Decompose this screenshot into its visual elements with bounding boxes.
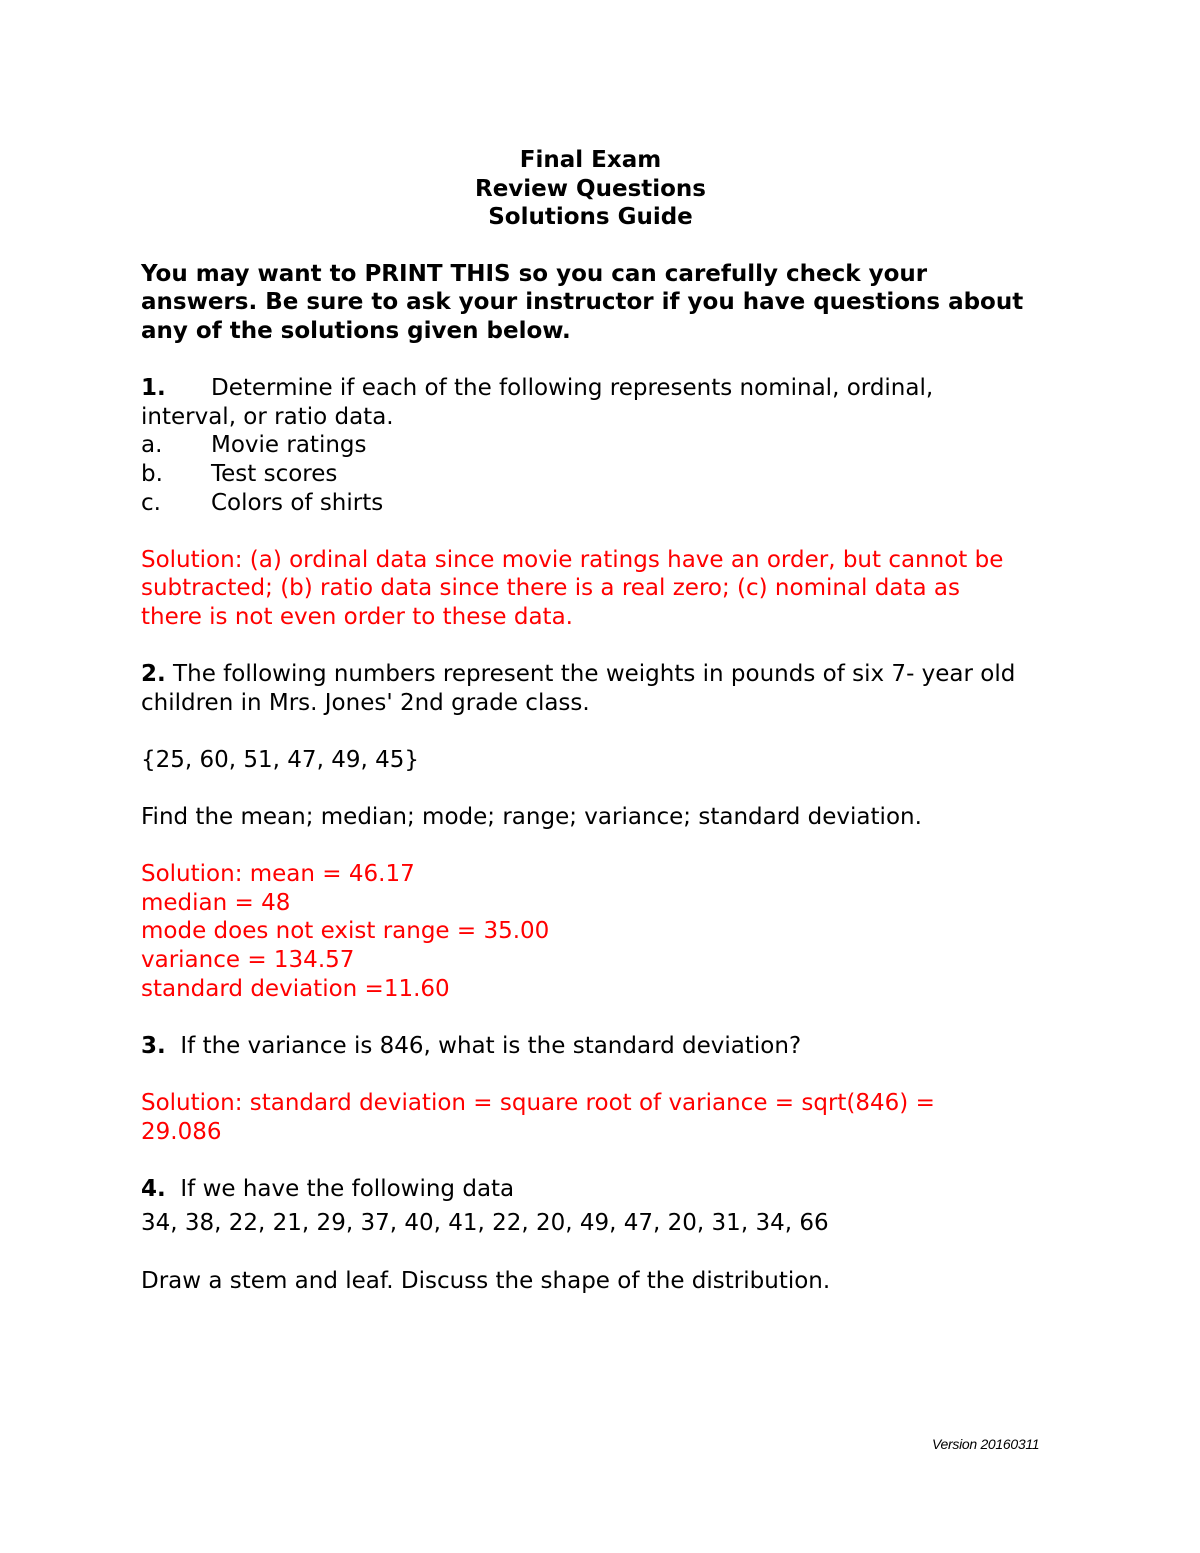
item-text: Movie ratings: [211, 432, 367, 459]
solution-2-line-5: standard deviation =11.60: [141, 975, 450, 1002]
item-text: Colors of shirts: [211, 489, 384, 516]
solution-1: [141, 546, 1061, 632]
document-title: [120, 146, 1061, 232]
question-3-line-1: [141, 1032, 1061, 1061]
question-2-line-2: children in Mrs. Jones' 2nd grade class.: [141, 689, 590, 716]
question-4-line-1: [141, 1175, 1061, 1204]
question-1-item-b: [141, 460, 1061, 489]
question-1-line-1: [141, 374, 1061, 403]
title-line-2: Review Questions: [475, 175, 706, 202]
question-1-line-2: interval, or ratio data.: [141, 403, 394, 430]
question-2-text: The following numbers represent the weights in pounds of six 7- year old: [165, 661, 1016, 688]
question-1-number: 1.: [141, 375, 166, 402]
question-2: [141, 660, 1061, 717]
version-footer: Version 20160311: [932, 1436, 1040, 1452]
solution-3-line-1: Solution: standard deviation = square root of variance = sqrt(846) =: [141, 1090, 935, 1116]
intro-line-3: any of the solutions given below.: [141, 317, 571, 344]
question-3-text: If the variance is 846, what is the standard deviation?: [165, 1032, 802, 1059]
item-letter: a.: [141, 432, 163, 459]
item-letter: b.: [141, 460, 163, 487]
question-1-item-c: [141, 489, 1061, 518]
question-3-number: 3.: [141, 1032, 166, 1059]
item-letter: c.: [141, 489, 161, 516]
solution-1-line-1: Solution: (a) ordinal data since movie ratings have an order, but cannot be: [141, 546, 1004, 573]
solution-2-line-3: mode does not exist range = 35.00: [141, 918, 550, 945]
title-line-1: Final Exam: [519, 147, 662, 173]
question-1-text: Determine if each of the following represents nominal, ordinal,: [211, 375, 934, 402]
solution-3-line-2: 29.086: [141, 1118, 222, 1145]
solution-3: [141, 1089, 1061, 1146]
question-4-text: If we have the following data: [165, 1175, 515, 1202]
solution-2: [141, 860, 1061, 1003]
question-1: [141, 374, 1061, 517]
question-1-item-a: [141, 431, 1061, 460]
question-2-task: Find the mean; median; mode; range; variance; standard deviation.: [141, 804, 922, 831]
question-3: [141, 1032, 1061, 1061]
question-2-data-set: {25, 60, 51, 47, 49, 45}: [141, 746, 419, 773]
solution-1-line-3: there is not even order to these data.: [141, 603, 573, 630]
intro-line-1: You may want to PRINT THIS so you can carefully check your: [141, 260, 928, 287]
solution-2-line-1: Solution: mean = 46.17: [141, 861, 415, 888]
solution-2-line-2: median = 48: [141, 889, 291, 916]
solution-2-line-4: variance = 134.57: [141, 947, 355, 974]
question-4-number: 4.: [141, 1175, 166, 1202]
question-2-number: 2.: [141, 661, 166, 688]
intro-paragraph: [141, 260, 1061, 346]
question-2-line-1: [141, 660, 1061, 689]
question-4-data-line: 34, 38, 22, 21, 29, 37, 40, 41, 22, 20, 49, 47, 20, 31, 34, 66: [141, 1210, 829, 1237]
document-page: [141, 146, 1061, 1295]
solution-1-line-2: subtracted; (b) ratio data since there is a real zero; (c) nominal data as: [141, 575, 960, 602]
question-4-task: Draw a stem and leaf. Discuss the shape of the distribution.: [141, 1267, 831, 1294]
question-4: [141, 1175, 1061, 1238]
item-text: Test scores: [211, 460, 338, 487]
title-line-3: Solutions Guide: [488, 204, 693, 231]
intro-line-2: answers. Be sure to ask your instructor if you have questions about: [141, 289, 1024, 316]
